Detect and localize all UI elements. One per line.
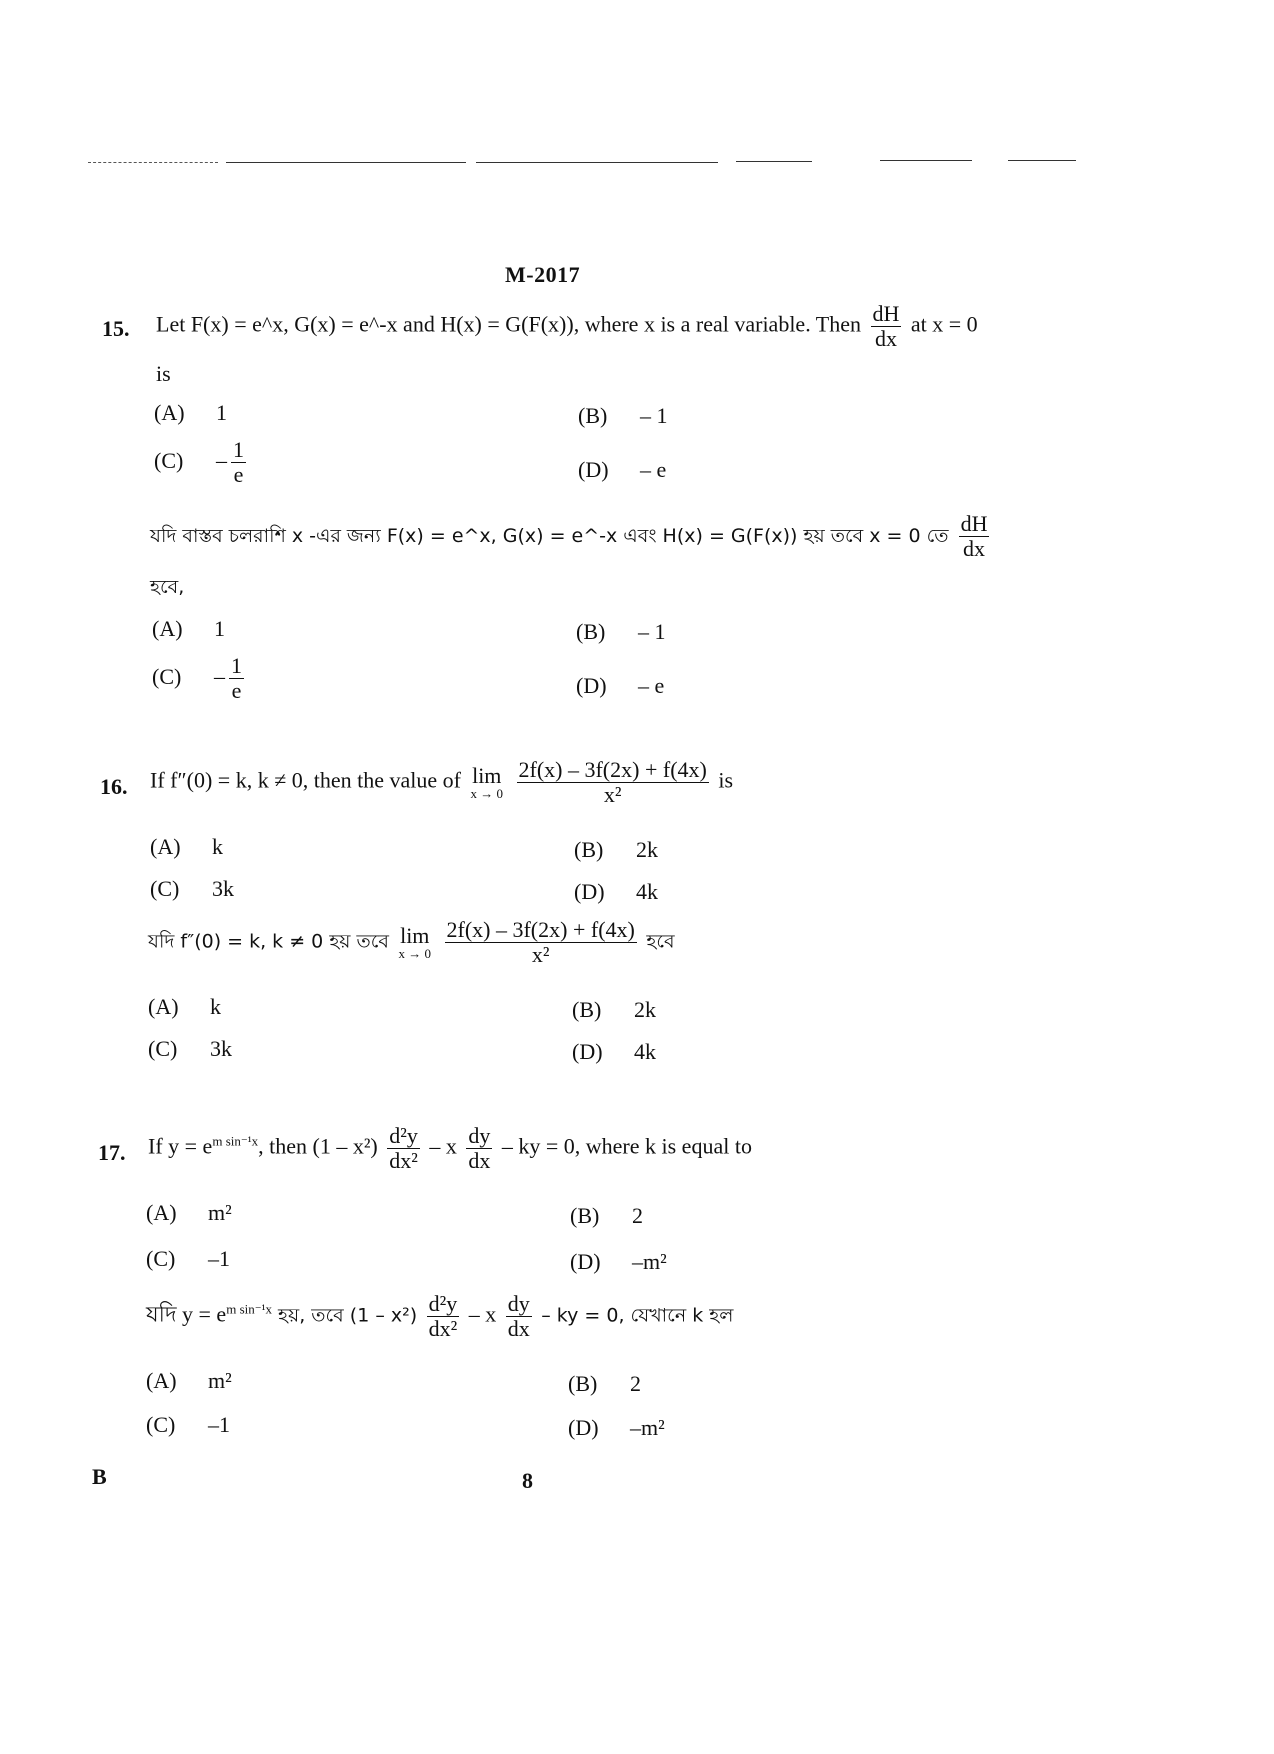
option-a-bn: (A) k (148, 994, 221, 1019)
option-a-bn: (A) 1 (152, 616, 225, 641)
question-number: 15. (102, 316, 130, 341)
option-d: (D) –m² (570, 1249, 667, 1274)
series-letter: B (92, 1464, 107, 1489)
option-d: (D) 4k (574, 879, 658, 904)
question-text-bn: যদি $y = e^{m sin^{-1}x}$ হয়, তবে (1 – x²) $\frac{\text{d²y}}{\text{dx²}}$ – x $\frac{dy}{dx}$ – ky = 0, যেখানে k হল (146, 1291, 734, 1342)
option-b-bn: (B) 2k (572, 997, 656, 1022)
option-b: (B) – 1 (578, 403, 668, 428)
option-c: (C) 3k (150, 876, 234, 901)
option-a: (A) 1 (154, 400, 227, 425)
question-text-en: If f″(0) = k, k ≠ 0, then the value of lim x → 0 $\frac{2f(x) - 3f(2x) + f(4x)}{\text{x²}}$ is (150, 757, 734, 808)
option-c-bn: (C) 3k (148, 1036, 232, 1061)
option-b: (B) 2k (574, 837, 658, 862)
option-c-bn: (C) –1 (146, 1412, 230, 1437)
exam-code: M-2017 (505, 262, 581, 287)
option-d-bn: (D) –m² (568, 1415, 665, 1440)
question-number: 17. (98, 1140, 126, 1165)
fraction: $\frac{dH}{dx}$ (872, 301, 900, 352)
question-text-en: Let F(x) = e^x, G(x) = e^-x and H(x) = G(F(x)), where x is a real variable. Then $\frac{dH}{dx}$ at x = 0 (156, 301, 978, 352)
option-a: (A) k (150, 834, 223, 859)
option-d: (D) – e (578, 457, 667, 482)
option-b-bn: (B) 2 (568, 1371, 641, 1396)
option-a: (A) m² (146, 1200, 232, 1225)
option-c: (C) – $\frac{1}{e}$ (154, 437, 244, 488)
question-text-bn: যদি বাস্তব চলরাশি x -এর জন্য F(x) = e^x, G(x) = e^-x এবং H(x) = G(F(x)) হয় তবে x = 0 তে $\frac{dH}{dx}$ (150, 511, 988, 562)
option-d-bn: (D) – e (576, 673, 665, 698)
option-b: (B) 2 (570, 1203, 643, 1228)
question-text-en: If $y = e^{m sin^{-1}x}$, then (1 – x²) $\frac{\text{d²y}}{\text{dx²}}$ – x $\frac{dy}{dx}$ – ky = 0, where k is equal to (148, 1123, 752, 1174)
option-b-bn: (B) – 1 (576, 619, 666, 644)
option-d-bn: (D) 4k (572, 1039, 656, 1064)
page-number: 8 (522, 1468, 533, 1493)
question-text-bn-cont: হবে, (150, 576, 185, 598)
option-c: (C) –1 (146, 1246, 230, 1271)
option-c-bn: (C) – $\frac{1}{e}$ (152, 653, 242, 704)
question-text-en-cont: is (156, 361, 171, 386)
question-text-bn: যদি f″(0) = k, k ≠ 0 হয় তবে lim x → 0 $\frac{2f(x) - 3f(2x) + f(4x)}{\text{x²}}$ হবে (148, 917, 675, 968)
option-a-bn: (A) m² (146, 1368, 232, 1393)
question-number: 16. (100, 774, 128, 799)
